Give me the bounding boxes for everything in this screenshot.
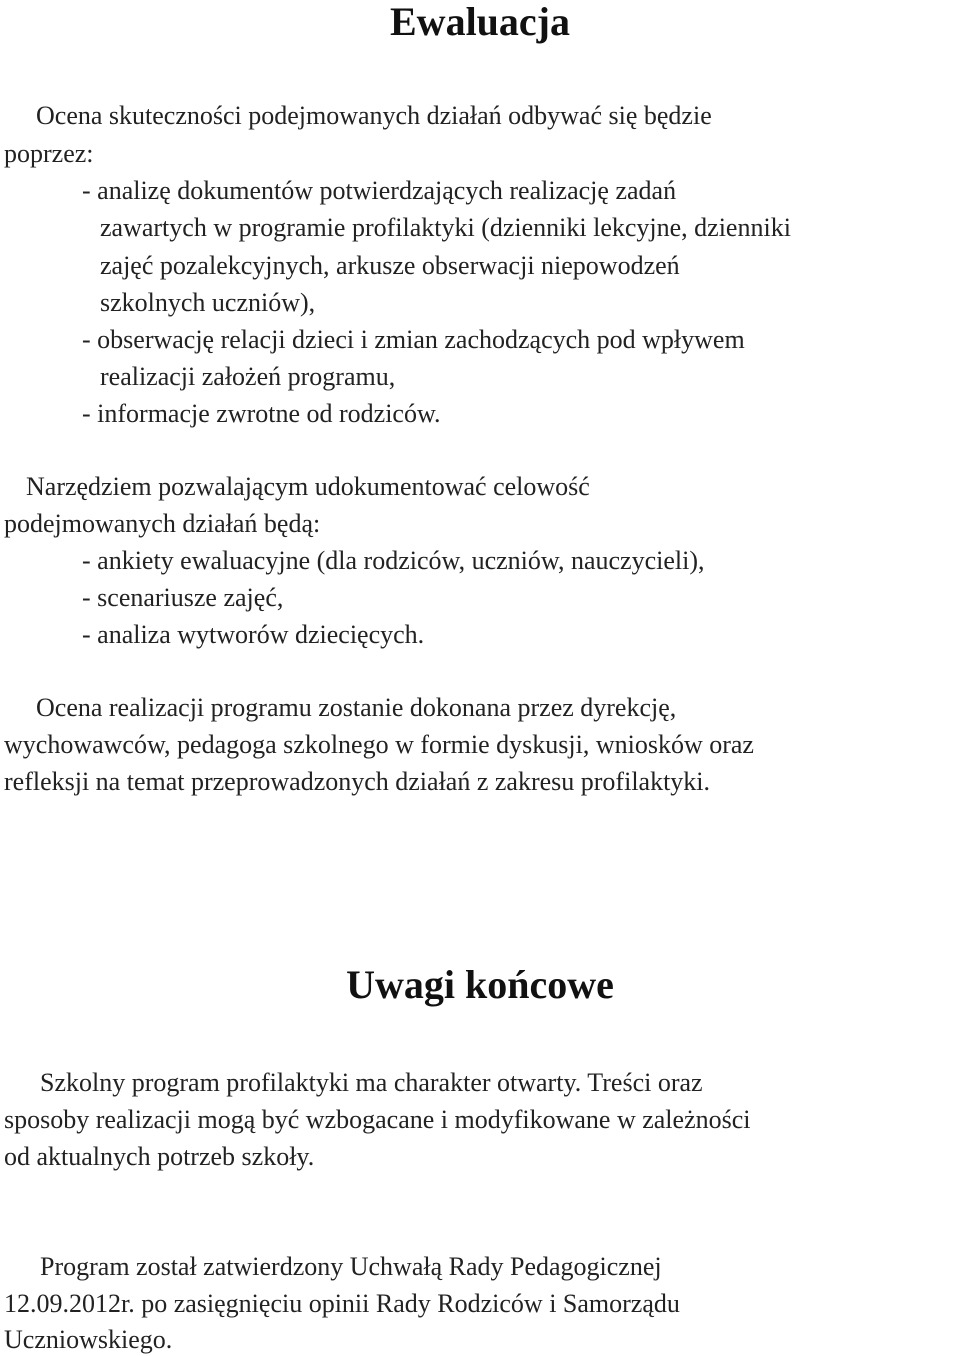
list-item-line: - analizę dokumentów potwierdzających realizację zadań bbox=[82, 176, 677, 205]
paragraph-line: Uczniowskiego. bbox=[4, 1325, 173, 1354]
list-item-line: szkolnych uczniów), bbox=[100, 288, 316, 317]
paragraph-line: Program został zatwierdzony Uchwałą Rady Pedagogicznej bbox=[40, 1252, 662, 1281]
paragraph-line: Ocena realizacji programu zostanie dokonana przez dyrekcję, bbox=[36, 693, 677, 722]
paragraph-line: podejmowanych działań będą: bbox=[4, 509, 321, 538]
paragraph-line: 12.09.2012r. po zasięgnięciu opinii Rady Rodziców i Samorządu bbox=[4, 1289, 680, 1318]
paragraph-line: sposoby realizacji mogą być wzbogacane i modyfikowane w zależności bbox=[4, 1105, 751, 1134]
paragraph-line: Szkolny program profilaktyki ma charakter otwarty. Treści oraz bbox=[40, 1068, 703, 1097]
list-item-line: - obserwację relacji dzieci i zmian zachodzących pod wpływem bbox=[82, 325, 745, 354]
list-item-line: - analiza wytworów dziecięcych. bbox=[82, 620, 425, 649]
section-heading-uwagi-koncowe: Uwagi końcowe bbox=[346, 962, 614, 1007]
list-item-line: - ankiety ewaluacyjne (dla rodziców, uczniów, nauczycieli), bbox=[82, 546, 705, 575]
section-heading-ewaluacja: Ewaluacja bbox=[390, 0, 570, 44]
paragraph-line: Narzędziem pozwalającym udokumentować celowość bbox=[26, 472, 590, 501]
paragraph-line: refleksji na temat przeprowadzonych działań z zakresu profilaktyki. bbox=[4, 767, 711, 796]
list-item-line: - informacje zwrotne od rodziców. bbox=[82, 399, 441, 428]
paragraph-line: od aktualnych potrzeb szkoły. bbox=[4, 1142, 315, 1171]
paragraph-line: poprzez: bbox=[4, 139, 94, 168]
list-item-line: zawartych w programie profilaktyki (dzienniki lekcyjne, dzienniki bbox=[100, 213, 791, 242]
list-item-line: zajęć pozalekcyjnych, arkusze obserwacji niepowodzeń bbox=[100, 251, 680, 280]
paragraph-line: wychowawców, pedagoga szkolnego w formie dyskusji, wniosków oraz bbox=[4, 730, 754, 759]
list-item-line: realizacji założeń programu, bbox=[100, 362, 396, 391]
list-item-line: - scenariusze zajęć, bbox=[82, 583, 284, 612]
paragraph-line: Ocena skuteczności podejmowanych działań odbywać się będzie bbox=[36, 101, 712, 130]
